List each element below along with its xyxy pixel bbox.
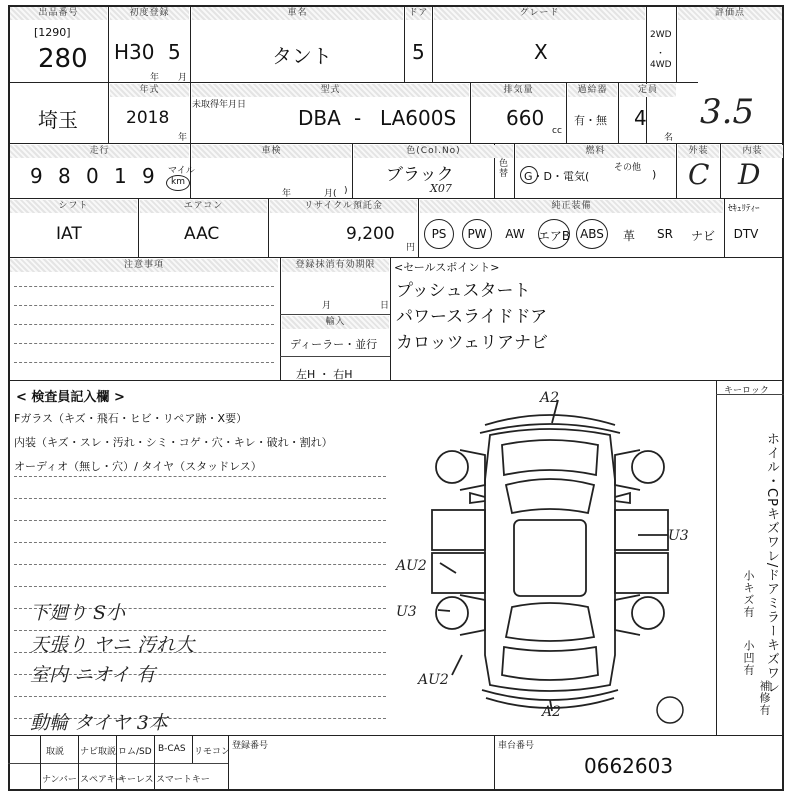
mileage-digit-1: 9 — [30, 164, 43, 188]
grade-label: グレード — [434, 7, 645, 20]
color-code: X07 — [430, 182, 452, 195]
year-label: 年式 — [110, 84, 189, 97]
damage-mark-left-door: AU2 — [396, 558, 427, 574]
sales-point-3: カロッツェリアナビ — [396, 333, 548, 353]
equip-sunroof: SR — [657, 227, 673, 241]
footer-spare-key: スペアキー — [80, 775, 125, 785]
mile-unit: マイル — [168, 166, 195, 176]
door-count: 5 — [412, 40, 425, 64]
exterior-label: 外装 — [678, 145, 719, 158]
cc-unit: cc — [552, 126, 562, 136]
interior-grade: D — [738, 158, 761, 191]
damage-mark-rear: A2 — [542, 704, 562, 720]
score-value: 3.5 — [700, 92, 755, 132]
door-label: ドア — [406, 7, 431, 20]
inspector-title: < 検査員記入欄 > — [16, 390, 125, 405]
side-panel-note-3: 補修有 — [758, 680, 771, 716]
turbo-value: 有・無 — [574, 114, 607, 127]
region: 埼玉 — [38, 108, 78, 132]
chassis-number-label: 車台番号 — [498, 741, 535, 751]
damage-mark-rear-quarter: AU2 — [418, 672, 449, 688]
first-reg-year: H30 — [114, 40, 155, 64]
fuel-other-label: その他 — [614, 163, 642, 173]
inspection-year-unit: 年 — [282, 189, 292, 199]
equip-ps: PS — [431, 227, 447, 241]
drive-4wd: 4WD — [650, 60, 672, 70]
mileage-digit-3: 0 — [86, 164, 99, 188]
footer-navi-manual: ナビ取説 — [80, 747, 117, 757]
security-label: ｾｷｭﾘﾃｨｰ — [728, 204, 760, 214]
model-code: LA600S — [380, 106, 457, 130]
sales-point-2: パワースライドドア — [396, 307, 548, 327]
equipment-label: 純正装備 — [420, 200, 723, 213]
recycle-fee: 9,200 — [346, 224, 395, 244]
inspector-line-interior: 内装（キズ・スレ・汚れ・シミ・コゲ・穴・キレ・破れ・割れ） — [14, 436, 333, 449]
mileage-digit-4: 1 — [114, 164, 127, 188]
lot-number-label: 出品番号 — [10, 7, 107, 20]
color-label: 色(Col.No) — [354, 145, 513, 158]
damage-mark-right-door: U3 — [668, 528, 689, 544]
color-name: ブラック — [386, 165, 454, 185]
color-change-label: 色替 — [497, 158, 507, 178]
equip-abs: ABS — [580, 227, 604, 241]
chassis-number: 0662603 — [584, 754, 674, 778]
model-year: 2018 — [126, 108, 170, 128]
caution-label: 注意事項 — [10, 259, 278, 272]
side-panel-main: ホイル・CPキズワレ/ドアミラーキズワレ — [764, 432, 779, 695]
footer-manual: 取説 — [46, 747, 65, 757]
equip-aw: AW — [505, 227, 525, 241]
mileage-digit-2: 8 — [58, 164, 71, 188]
fuel-type: G・D・電気( — [524, 170, 590, 183]
fuel-label: 燃料 — [516, 145, 675, 158]
first-registration-label: 初度登録 — [110, 7, 189, 20]
yen-unit: 円 — [406, 243, 416, 253]
drive-separator: ・ — [656, 49, 666, 59]
dealer-parallel: ディーラー・並行 — [290, 338, 378, 351]
turbo-label: 過給器 — [568, 84, 617, 97]
hand-note-1: 下廻り S小 — [30, 602, 126, 624]
hand-note-2: 天張り ヤニ 汚れ大 — [30, 634, 195, 656]
footer-smart-key: スマートキー — [156, 775, 210, 785]
lot-number: 280 — [38, 44, 88, 74]
capacity: 4 — [634, 106, 647, 130]
side-panel-note-2: 小凹有 — [742, 640, 755, 676]
mileage-digit-5: 9 — [142, 164, 155, 188]
prev-reg-label: 未取得年月日 — [192, 100, 247, 110]
inspection-label: 車検 — [192, 145, 351, 158]
exterior-grade: C — [688, 158, 710, 191]
equip-dtv: DTV — [733, 227, 759, 241]
footer-bcas: B-CAS — [158, 744, 186, 754]
car-name: タント — [272, 44, 332, 68]
displacement: 660 — [506, 106, 545, 130]
equip-navi: ナビ — [690, 229, 715, 243]
side-panel-note-1: 小キズ有 — [742, 570, 755, 618]
ac-label: エアコン — [140, 200, 267, 213]
grade-value: X — [534, 40, 548, 64]
footer-remote: リモコン — [194, 747, 231, 757]
month-unit: 月 — [178, 73, 188, 83]
shift-label: シフト — [10, 200, 137, 213]
recycle-label: リサイクル預託金 — [270, 200, 417, 213]
year-unit: 年 — [150, 73, 160, 83]
model-label: 型式 — [192, 84, 469, 97]
sales-point-label: <セールスポイント> — [394, 261, 500, 274]
km-unit: km — [171, 177, 185, 187]
import-label: 輸入 — [282, 316, 389, 329]
capacity-unit: 名 — [664, 133, 674, 143]
model-year-unit: 年 — [178, 133, 188, 143]
inspection-month-unit: 月( — [324, 189, 337, 199]
damage-mark-left-rear: U3 — [396, 604, 417, 620]
handle-side: 左H ・ 右H — [296, 368, 353, 381]
hand-note-3: 室内 ニオイ 有 — [30, 664, 156, 686]
expiry-month: 月 — [322, 301, 332, 311]
inspector-line-audio: オーディオ（無し・穴）/ タイヤ（スタッドレス） — [14, 460, 262, 473]
ac-value: AAC — [184, 224, 220, 244]
capacity-label: 定員 — [620, 84, 676, 97]
key-lock-label: キーロック — [724, 386, 769, 396]
equip-leather: 革 — [622, 229, 635, 243]
shift-value: IAT — [56, 224, 82, 244]
mileage-label: 走行 — [10, 145, 189, 158]
expiry-day: 日 — [380, 301, 390, 311]
hand-note-4: 動輪 タイヤ 3本 — [30, 712, 168, 734]
first-reg-month: 5 — [168, 40, 181, 64]
model-dash: - — [354, 106, 362, 130]
displacement-label: 排気量 — [472, 84, 565, 97]
damage-mark-front: A2 — [540, 390, 560, 406]
footer-rom-sd: ロム/SD — [118, 747, 152, 757]
equip-airbag: エアB — [537, 229, 571, 243]
fuel-close: ) — [652, 168, 657, 181]
footer-keyless: キーレス — [118, 775, 154, 785]
sales-point-1: プッシュスタート — [396, 281, 531, 301]
model-prefix: DBA — [298, 106, 341, 130]
lot-box: [1290] — [34, 26, 71, 39]
inspector-line-glass: Fガラス（キズ・飛石・ヒビ・リペア跡・X要） — [14, 412, 248, 425]
footer-number-plate: ナンバー — [42, 775, 77, 785]
score-label: 評価点 — [678, 7, 782, 20]
registration-number-label: 登録番号 — [232, 741, 269, 751]
equip-pw: PW — [467, 227, 487, 241]
interior-label: 内装 — [722, 145, 783, 158]
car-name-label: 車名 — [192, 7, 403, 20]
drive-2wd: 2WD — [650, 30, 672, 40]
inspection-close: ) — [344, 186, 348, 196]
expiry-label: 登録抹消有効期限 — [282, 259, 389, 272]
